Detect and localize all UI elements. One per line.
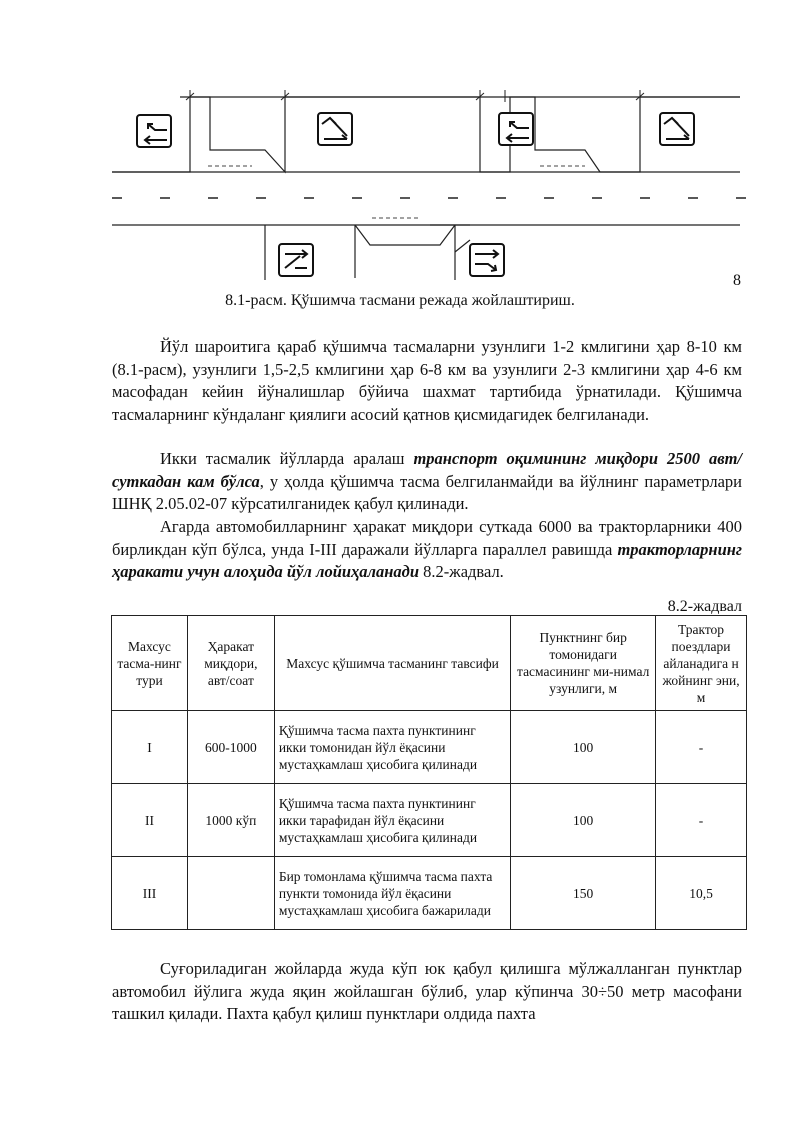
top-road-edge (112, 97, 740, 172)
cell-min-length: 100 (511, 784, 656, 857)
cell-type: II (112, 784, 188, 857)
paragraph-1 (112, 336, 742, 426)
paragraph-3 (112, 516, 742, 584)
table-row (112, 784, 747, 857)
paragraph-2-text-b: , у ҳолда қўшимча тасма белгиланмайди ва йўлнинг параметрлари ШНҚ 2.05.02-07 кўрсатилганидек қабул қилинади. (112, 471, 743, 513)
cell-type: I (112, 711, 188, 784)
paragraph-4 (112, 958, 742, 1026)
cell-traffic (187, 857, 274, 930)
cell-turn-width: 10,5 (656, 857, 747, 930)
cell-description: Қўшимча тасма пахта пунктининг икки томонидан йўл ёқасини мустаҳкамлаш ҳисобига қилинади (274, 711, 510, 784)
table-row (112, 711, 747, 784)
table-row (112, 857, 747, 930)
paragraph-2-text-a: Икки тасмалик йўлларда аралаш (160, 449, 414, 468)
cell-min-length: 150 (511, 857, 656, 930)
header-description: Махсус қўшимча тасманинг тавсифи (274, 616, 510, 711)
header-min-length: Пунктнинг бир томонидаги тасмасининг ми-нимал узунлиги, м (511, 616, 656, 711)
lane-sign-2 (318, 113, 352, 145)
paragraph-3-text-b: 8.2-жадвал. (419, 562, 504, 581)
cell-min-length: 100 (511, 711, 656, 784)
lane-spec-table (111, 615, 747, 930)
cell-description: Қўшимча тасма пахта пунктининг икки тарафидан йўл ёқасини мустаҳкамлаш ҳисобига қилинади (274, 784, 510, 857)
paragraph-2 (112, 448, 742, 516)
cell-turn-width: - (656, 784, 747, 857)
paragraph-2-emphasis: транспорт оқимининг миқдори 2500 авт/суткадан кам бўлса (112, 449, 742, 491)
figure-caption: 8.1-расм. Қўшимча тасмани режада жойлаштириш. (225, 292, 575, 309)
paragraph-3-emphasis: тракторларнинг ҳаракати учун алоҳида йўл лойиҳаланади (112, 539, 742, 581)
paragraph-1-text: Йўл шароитига қараб қўшимча тасмаларни узунлиги 1-2 кмлигини ҳар 8-10 км (8.1-расм), узунлиги 1,5-2,5 кмлигини ҳар 6-8 км ва узунлиги 2-3 кмлигини ҳар 4-6 км масофадан кейин йўналишлар бўйича шахмат тартибида ўрнатилади. Қўшимча тасмаларнинг кўндаланг қиялиги асосий қатнов қисмидагидек белгиланади. (112, 337, 742, 424)
lane-sign-4 (660, 113, 694, 145)
header-turn-width: Трактор поездлари айланадига н жойнинг эни, м (656, 616, 747, 711)
header-traffic: Ҳаракат миқдори, авт/соат (187, 616, 274, 711)
road-plan-diagram (0, 0, 800, 300)
header-lane-type: Махсус тасма-нинг тури (112, 616, 188, 711)
lane-sign-6 (470, 244, 504, 276)
cell-type: III (112, 857, 188, 930)
page-number: 8 (733, 272, 741, 289)
cell-traffic: 1000 кўп (187, 784, 274, 857)
table-title: 8.2-жадвал (667, 598, 742, 615)
cell-description: Бир томонлама қўшимча тасма пахта пункти томонида йўл ёқасини мустаҳкамлаш ҳисобига бажарилади (274, 857, 510, 930)
cell-traffic: 600-1000 (187, 711, 274, 784)
cell-turn-width: - (656, 711, 747, 784)
table-header-row (112, 616, 747, 711)
paragraph-4-text: Суғориладиган жойларда жуда кўп юк қабул қилишга мўлжалланган пунктлар автомобил йўлига жуда яқин жойлашган бўлиб, улар кўпинча 30÷50 метр масофани ташкил қилади. Пахта қабул қилиш пунктлари олдида пахта (112, 959, 742, 1023)
paragraph-3-text-a: Агарда автомобилларнинг ҳаракат миқдори суткада 6000 ва тракторларники 400 бирликдан кўп бўлса, унда I-III даражали йўлларга параллел равишда (112, 517, 742, 559)
